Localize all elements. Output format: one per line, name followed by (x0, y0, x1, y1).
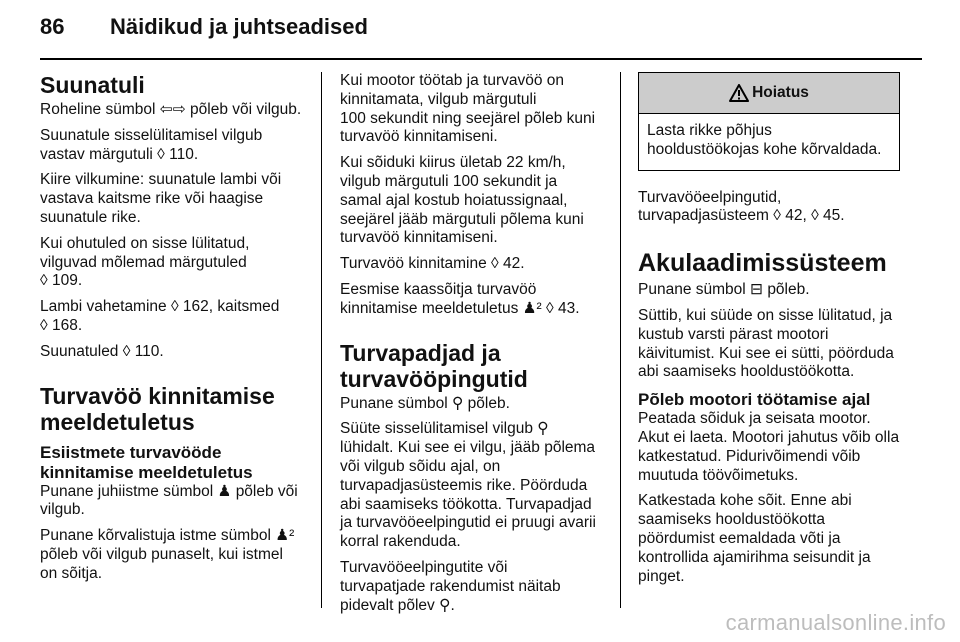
heading-poleb: Põleb mootori töötamise ajal (638, 390, 871, 410)
paragraph: Punane sümbol ⚲ põleb. (340, 394, 510, 412)
column-1 (40, 72, 308, 591)
paragraph: Katkestada kohe sõit. Enne abi saamiseks hooldustöökotta pöördumist eemaldada võti ja kontrollida ajamirihma seisundit ja pinget. (638, 492, 871, 585)
paragraph: Suunatuled ◊ 110. (40, 342, 164, 360)
paragraph: Kiire vilkumine: suunatule lambi või vastava kaitsme rike või haagise suunatule rike. (40, 171, 282, 226)
heading-esiistmete: Esiistmete turvavööde kinnitamise meeldetuletus (40, 442, 253, 482)
column-divider (620, 72, 621, 608)
paragraph: Turvavööeelpingutite või turvapatjade rakendumist näitab pidevalt põlev ⚲. (340, 558, 561, 614)
warning-header (639, 73, 899, 114)
paragraph: Punane kõrvalistuja istme sümbol ♟² põleb või vilgub punaselt, kui istmel on sõitja. (40, 527, 295, 582)
paragraph: Suunatule sisselülitamisel vilgub vastav märgutuli ◊ 110. (40, 126, 263, 163)
column-2 (340, 72, 605, 622)
page-number: 86 (40, 14, 65, 39)
column-3 (638, 72, 908, 593)
paragraph: Süüte sisselülitamisel vilgub ⚲ lühidalt. Kui see ei vilgu, jääb põlema või vilgub sõidu ajal, on turvapadjasüsteemis rike. Pöörduda abi saamiseks töökotta. Turvapadjad ja turvavööeelpingutid ei pruugi avarii korral rakenduda. (340, 420, 596, 551)
page-title: Näidikud ja juhtseadised (110, 14, 368, 39)
paragraph: Turvavöö kinnitamine ◊ 42. (340, 255, 525, 273)
paragraph: Süttib, kui süüde on sisse lülitatud, ja kustub varsti pärast mootori käivitumist. Kui see ei sütti, pöörduda abi saamiseks hooldustöökotta. (638, 306, 894, 381)
warning-text: Lasta rikke põhjus hooldustöökojas kohe kõrvaldada. (647, 122, 882, 158)
heading-akulaadimis: Akulaadimissüsteem (638, 249, 887, 278)
paragraph: Eesmise kaassõitja turvavöö kinnitamise meeldetuletus ♟² ◊ 43. (340, 280, 580, 317)
paragraph: Punane juhiistme sümbol ♟ põleb või vilgub. (40, 482, 298, 519)
heading-turvavoo: Turvavöö kinnitamise meeldetuletus (40, 382, 275, 435)
page-header (40, 14, 368, 48)
paragraph: Roheline sümbol ⇦⇨ põleb või vilgub. (40, 101, 302, 118)
heading-suunatuli: Suunatuli (40, 72, 145, 98)
column-divider (321, 72, 322, 608)
warning-triangle-icon (729, 84, 749, 102)
heading-turvapadjad: Turvapadjad ja turvavööpingutid (340, 339, 528, 392)
paragraph: Kui mootor töötab ja turvavöö on kinnitamata, vilgub märgutuli 100 sekundit ning seejärel põleb kuni turvavöö kinnitamiseni. (340, 72, 596, 146)
warning-box (638, 72, 900, 171)
paragraph: Turvavööeelpingutid, turvapadjasüsteem ◊ 42, ◊ 45. (638, 188, 845, 225)
header-rule (40, 58, 922, 60)
paragraph: Kui ohutuled on sisse lülitatud, vilguvad mõlemad märgutuled ◊ 109. (40, 234, 250, 290)
paragraph: Peatada sõiduk ja seisata mootor. Akut ei laeta. Mootori jahutus võib olla katkestatud. Pidurivõimendi võib muutuda töövõimetuks. (638, 410, 900, 484)
warning-title: Hoiatus (752, 83, 809, 101)
paragraph: Lambi vahetamine ◊ 162, kaitsmed ◊ 168. (40, 298, 280, 334)
paragraph: Punane sümbol ⊟ põleb. (638, 281, 810, 299)
watermark: carmanualsonline.info (725, 610, 946, 635)
paragraph: Kui sõiduki kiirus ületab 22 km/h, vilgub märgutuli 100 sekundit ja samal ajal kostub hoiatussignaal, seejärel jääb märgutuli põlema kuni turvavöö kinnitamiseni. (340, 154, 584, 247)
